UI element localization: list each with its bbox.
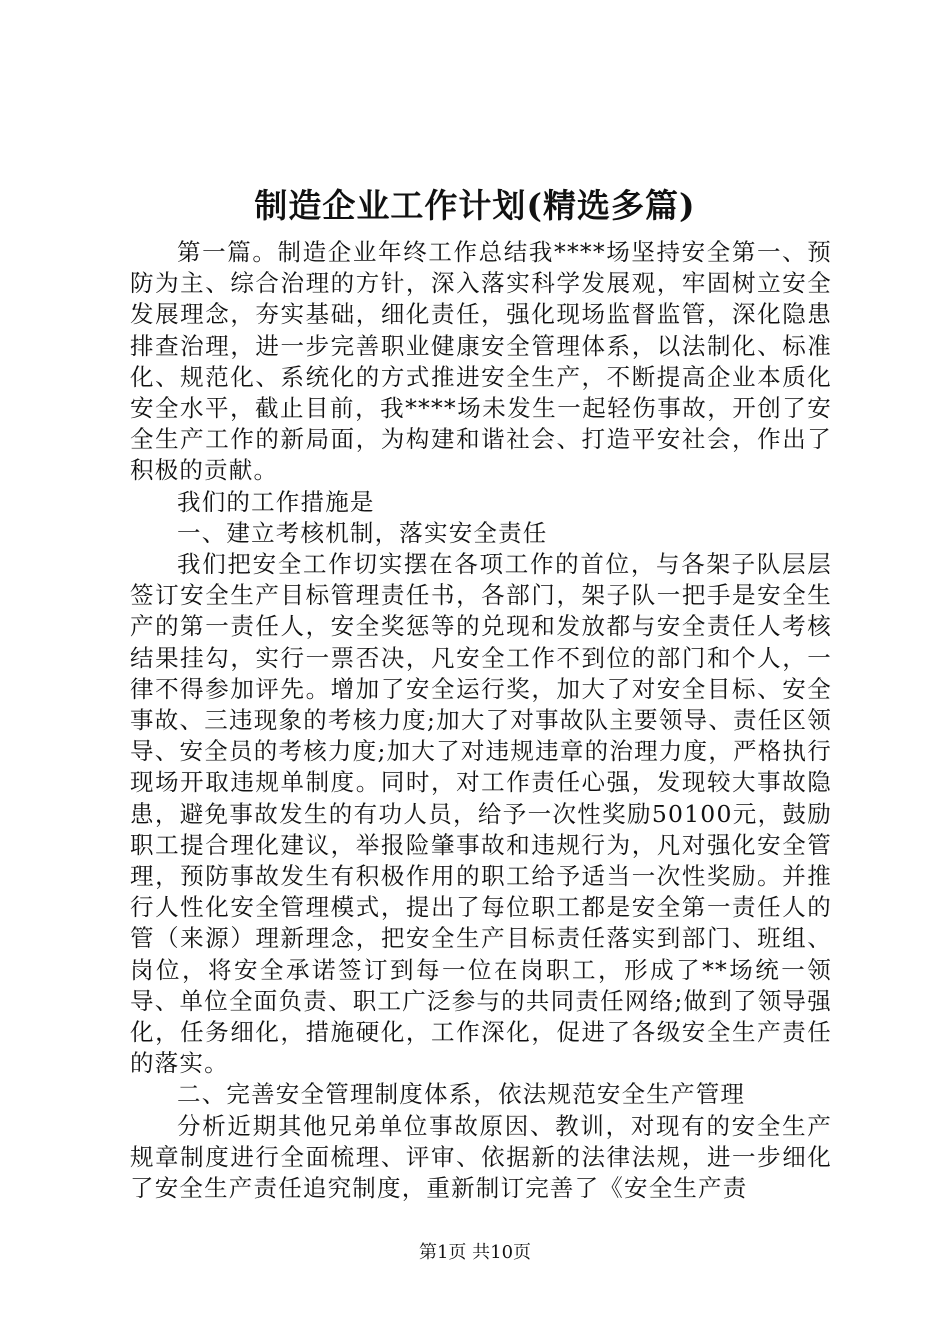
page-number-footer: 第1页 共10页: [418, 1242, 532, 1263]
paragraph-section-2: 分析近期其他兄弟单位事故原因、教训，对现有的安全生产规章制度进行全面梳理、评审、依据新的法律法规，进一步细化了安全生产责任追究制度，重新制订完善了《安全生产责: [130, 1111, 832, 1203]
paragraph-measures-heading: 我们的工作措施是: [177, 487, 375, 516]
paragraph-section-1: 我们把安全工作切实摆在各项工作的首位，与各架子队层层签订安全生产目标管理责任书，各部门，架子队一把手是安全生产的第一责任人，安全奖惩等的兑现和发放都与安全责任人考核结果挂勾，实行一票否决，凡安全工作不到位的部门和个人，一律不得参加评先。增加了安全运行奖，加大了对安全目标、安全事故、三违现象的考核力度;加大了对事故队主要领导、责任区领导、安全员的考核力度;加大了对违规违章的治理力度，严格执行现场开取违规单制度。同时，对工作责任心强，发现较大事故隐患，避免事故发生的有功人员，给予一次性奖励50100元，鼓励职工提合理化建议，举报险肇事故和违规行为，凡对强化安全管理，预防事故发生有积极作用的职工给予适当一次性奖励。并推行人性化安全管理模式，提出了每位职工都是安全第一责任人的管（来源）理新理念，把安全生产目标责任落实到部门、班组、岗位，将安全承诺签订到每一位在岗职工，形成了**场统一领导、单位全面负责、职工广泛参与的共同责任网络;做到了领导强化，任务细化，措施硬化，工作深化，促进了各级安全生产责任的落实。: [130, 550, 832, 1078]
section-heading-2: 二、完善安全管理制度体系，依法规范安全生产管理: [177, 1080, 746, 1109]
section-heading-1: 一、建立考核机制，落实安全责任: [177, 518, 548, 547]
page-title: 制造企业工作计划(精选多篇): [254, 186, 696, 225]
document-body: [130, 237, 832, 1204]
paragraph-intro: 第一篇。制造企业年终工作总结我****场坚持安全第一、预防为主、综合治理的方针，深入落实科学发展观，牢固树立安全发展理念，夯实基础，细化责任，强化现场监督监管，深化隐患排查治理，进一步完善职业健康安全管理体系，以法制化、标准化、规范化、系统化的方式推进安全生产，不断提高企业本质化安全水平，截止目前，我****场未发生一起轻伤事故，开创了安全生产工作的新局面，为构建和谐社会、打造平安社会，作出了积极的贡献。: [130, 238, 832, 485]
